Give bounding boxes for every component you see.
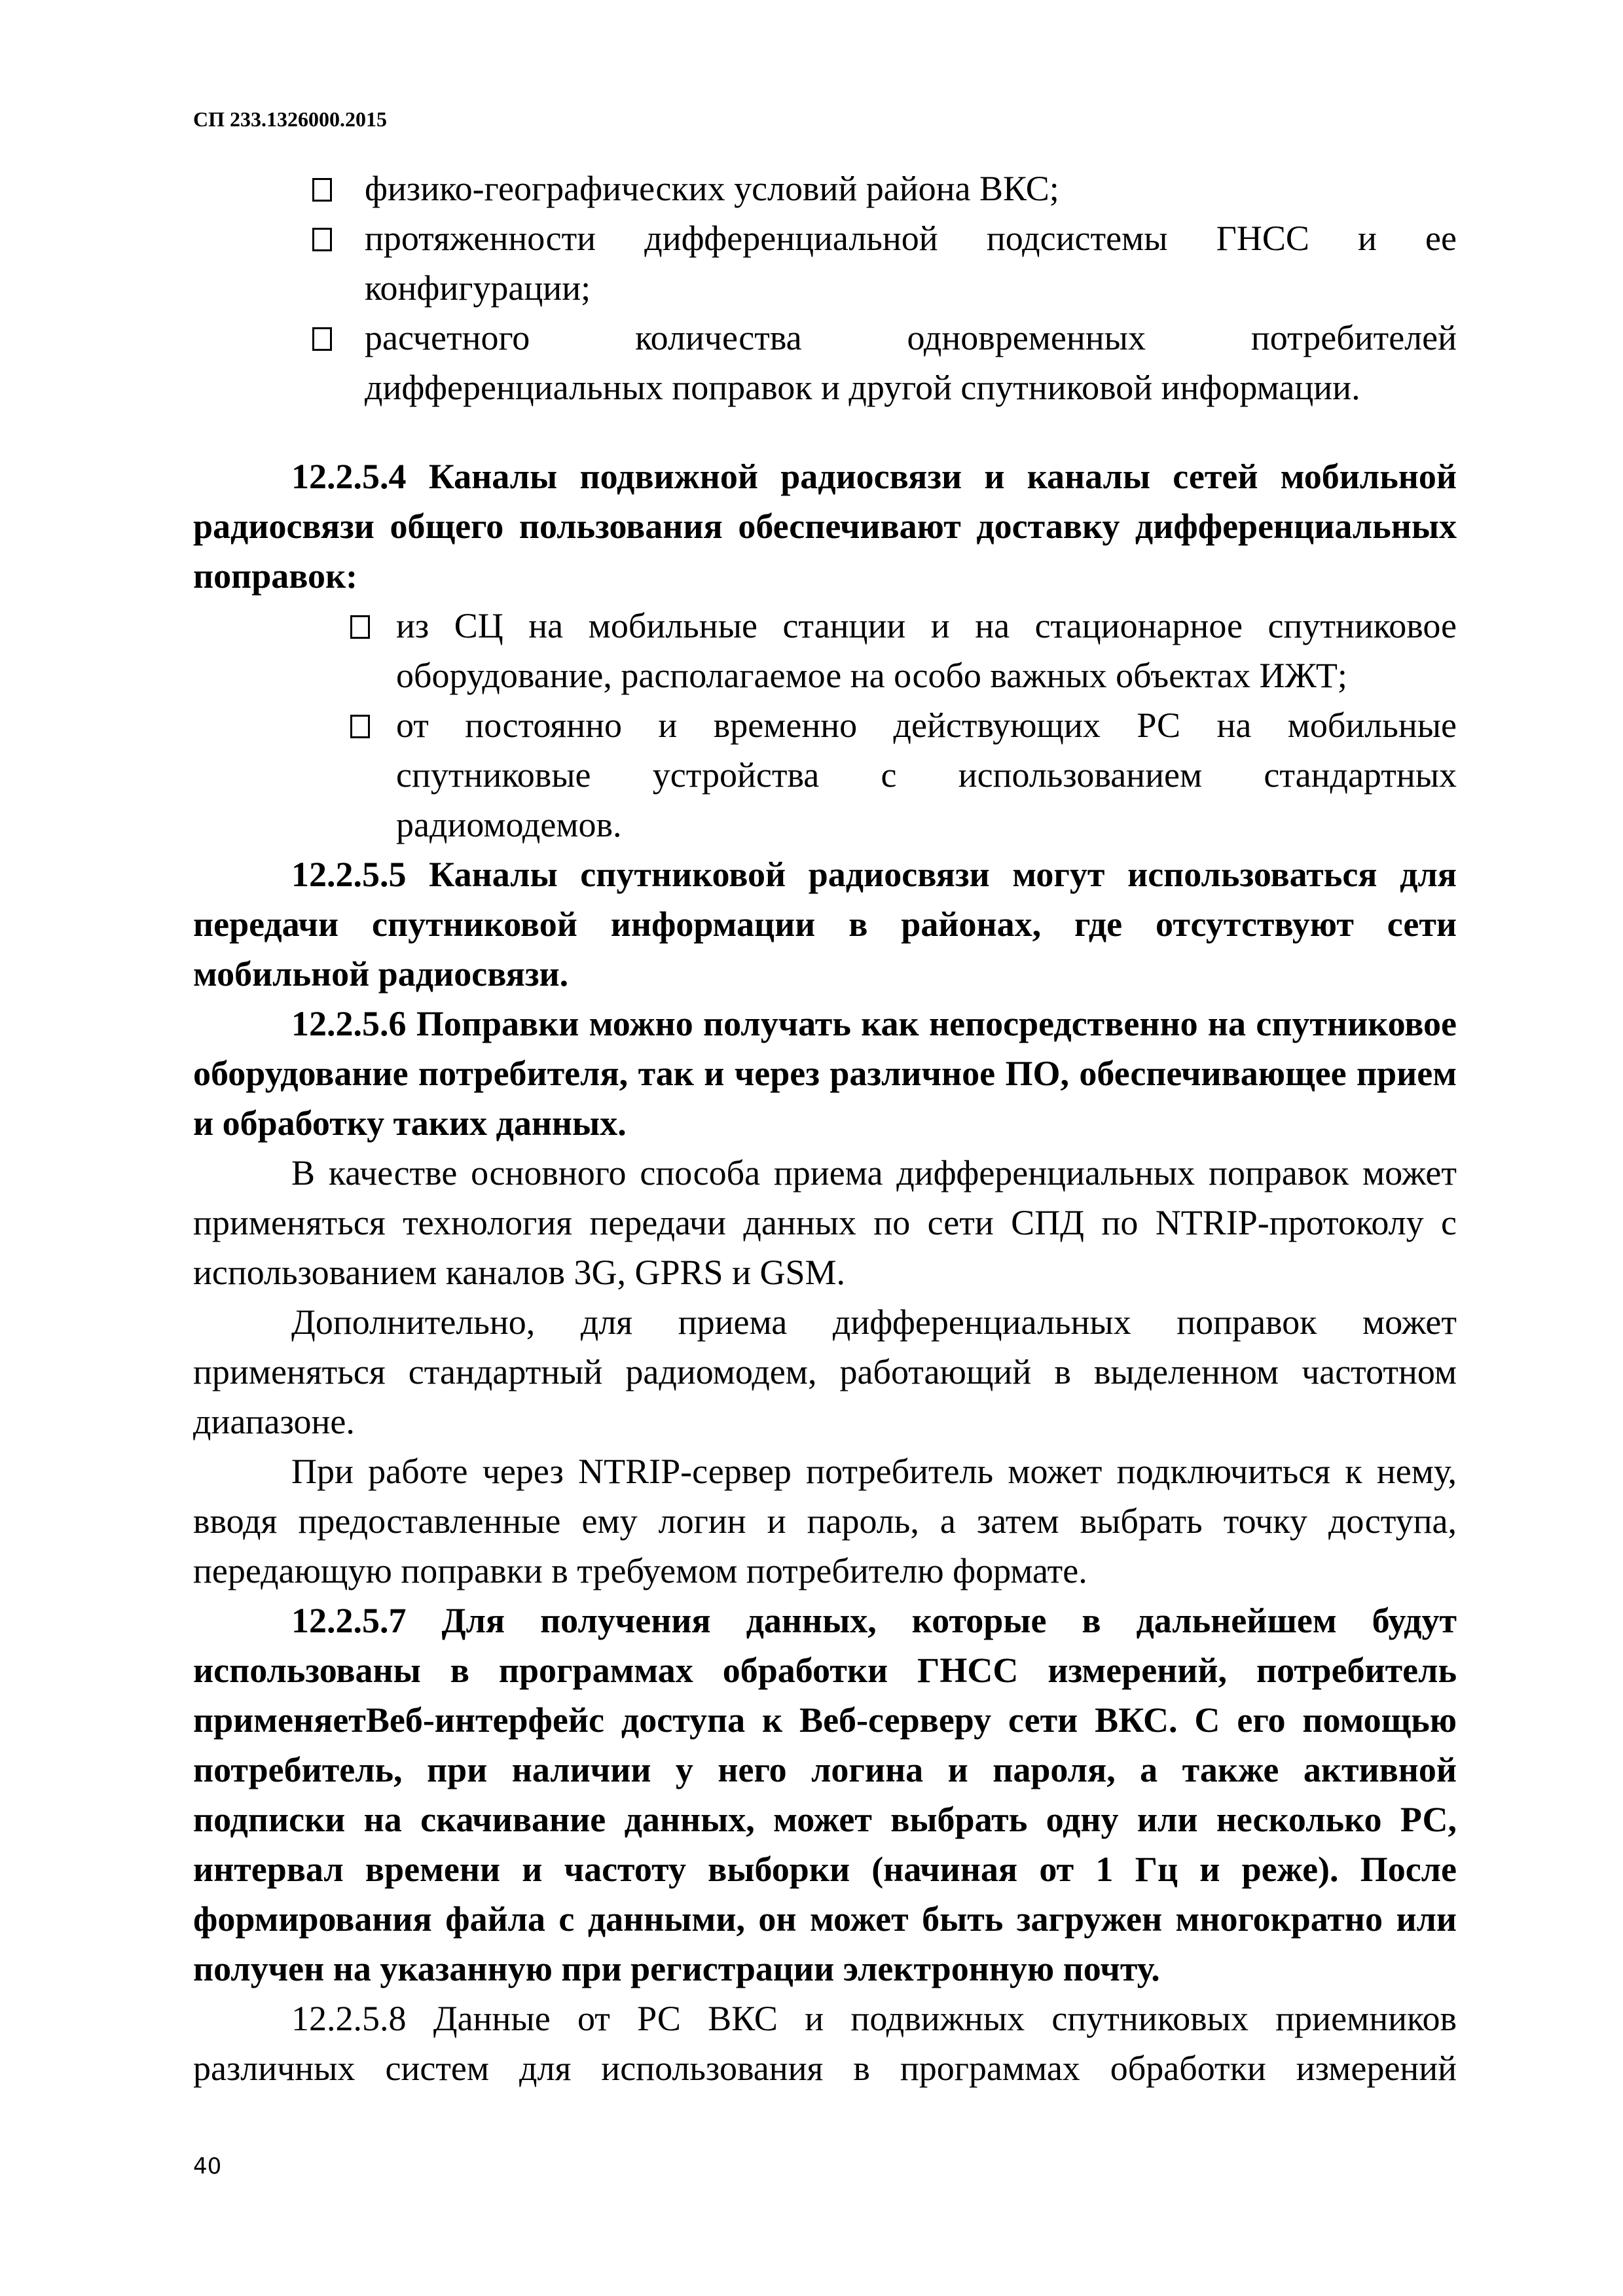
bullet-list-top [193, 164, 1457, 412]
bullet-box-icon [312, 178, 332, 202]
paragraph-radiomodem: Дополнительно, для приема дифференциальных поправок может применяться стандартный радиомодем, работающий в выделенном частотном диапазоне. [193, 1302, 1457, 1441]
list-item-text: расчетного количества одновременных потребителей дифференциальных поправок и другой спутниковой информации. [365, 318, 1457, 407]
section-12-2-5-6: 12.2.5.6 Поправки можно получать как непосредственно на спутниковое оборудование потребителя, так и через различное ПО, обеспечивающее прием и обработку таких данных. [193, 1004, 1457, 1143]
list-item [193, 601, 1457, 700]
bullet-box-icon [350, 615, 370, 639]
list-item [193, 213, 1457, 313]
page-number: 40 [193, 2153, 222, 2179]
section-12-2-5-4: 12.2.5.4 Каналы подвижной радиосвязи и каналы сетей мобильной радиосвязи общего пользования обеспечивают доставку дифференциальных поправок: [193, 457, 1457, 596]
spacer [193, 412, 1457, 452]
document-code-header: СП 233.1326000.2015 [193, 107, 387, 131]
list-item-text: от постоянно и временно действующих РС на мобильные спутниковые устройства с использованием стандартных радиомодемов. [396, 706, 1457, 844]
bullet-box-icon [312, 327, 332, 351]
list-item [193, 700, 1457, 850]
section-12-2-5-7: 12.2.5.7 Для получения данных, которые в дальнейшем будут использованы в программах обработки ГНСС измерений, потребитель применяетВеб-интерфейс доступа к Веб-серверу сети ВКС. С его помощью потребитель, при наличии у него логина и пароля, а также активной подписки на скачивание данных, может выбрать одну или несколько РС, интервал времени и частоту выборки (начиная от 1 Гц и реже). После формирования файла с данными, он может быть загружен многократно или получен на указанную при регистрации электронную почту. [193, 1601, 1457, 1988]
list-item [193, 164, 1457, 213]
bullet-list-12-2-5-4 [193, 601, 1457, 850]
section-12-2-5-5: 12.2.5.5 Каналы спутниковой радиосвязи могут использоваться для передачи спутниковой информации в районах, где отсутствуют сети мобильной радиосвязи. [193, 855, 1457, 994]
document-body [193, 164, 1457, 2093]
list-item-text: из СЦ на мобильные станции и на стационарное спутниковое оборудование, располагаемое на особо важных объектах ИЖТ; [396, 606, 1457, 695]
bullet-box-icon [312, 228, 332, 251]
list-item-text: физико-географических условий района ВКС; [365, 169, 1059, 208]
section-12-2-5-8: 12.2.5.8 Данные от РС ВКС и подвижных спутниковых приемников различных систем для использования в программах обработки измерений [193, 1999, 1457, 2088]
list-item [193, 313, 1457, 412]
list-item-text: протяженности дифференциальной подсистемы ГНСС и ее конфигурации; [365, 219, 1457, 308]
paragraph-ntrip-method: В качестве основного способа приема дифференциальных поправок может применяться технология передачи данных по сети СПД по NTRIP-протоколу с использованием каналов 3G, GPRS и GSM. [193, 1153, 1457, 1292]
bullet-box-icon [350, 715, 370, 738]
paragraph-ntrip-server: При работе через NTRIP-сервер потребитель может подключиться к нему, вводя предоставленные ему логин и пароль, а затем выбрать точку доступа, передающую поправки в требуемом потребителю формате. [193, 1452, 1457, 1590]
